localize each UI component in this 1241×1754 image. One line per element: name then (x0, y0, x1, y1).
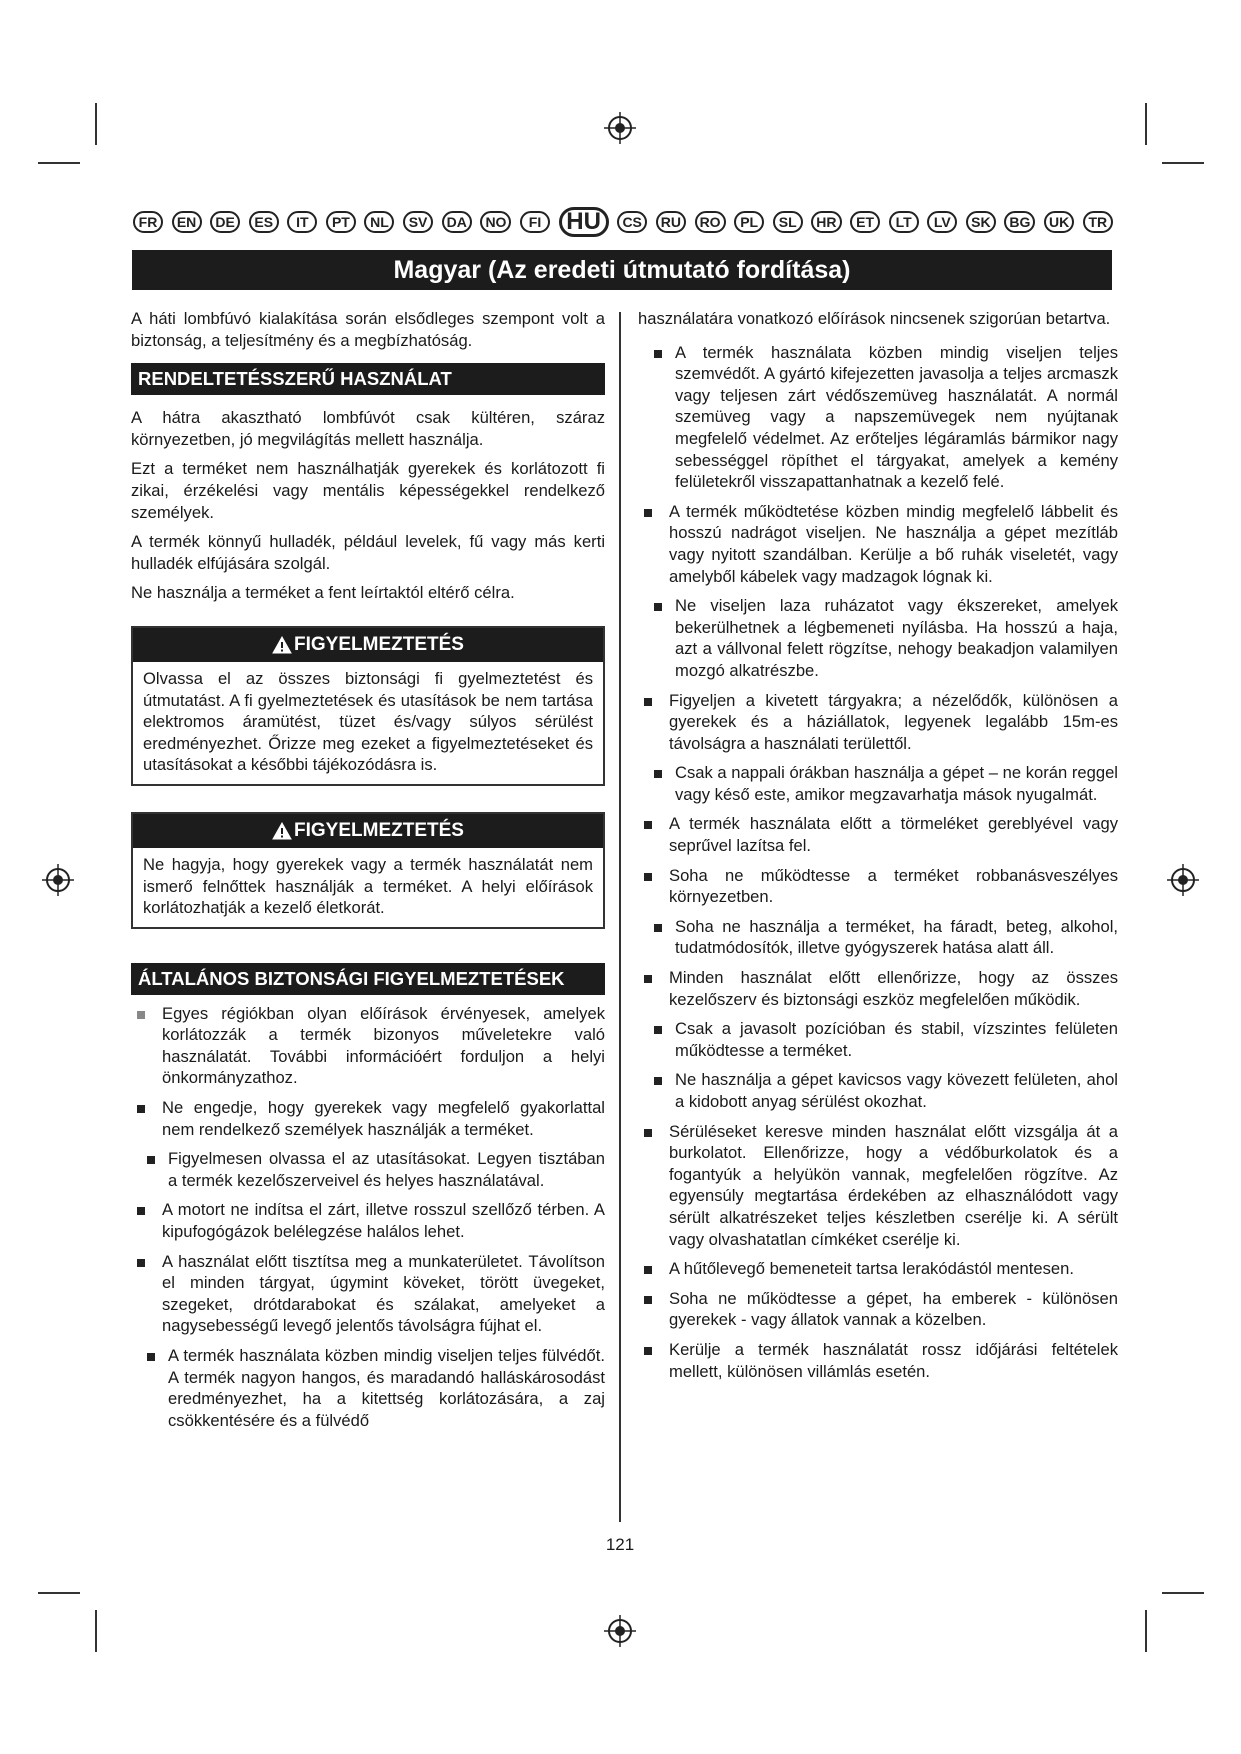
bullet-icon (644, 1296, 652, 1304)
warning-text: Ne hagyja, hogy gyerekek vagy a termék használatát nem ismerő felnőttek használják a terméket. A helyi előírások korlátozhatják a kezelő életkorát. (143, 854, 593, 918)
list-item (638, 1121, 1118, 1251)
list-item-text: Ne engedje, hogy gyerekek vagy megfelelő gyakorlattal nem rendelkező személyek használják a terméket. (162, 1098, 605, 1139)
language-badge-en: EN (172, 211, 202, 233)
left-column (131, 308, 605, 1439)
language-badge-et: ET (850, 211, 880, 233)
language-badge-fr: FR (133, 211, 163, 233)
warning-triangle-icon (272, 822, 292, 840)
crop-mark (1162, 1592, 1204, 1594)
bullet-icon (654, 1077, 662, 1085)
language-badge-ru: RU (656, 211, 686, 233)
list-item-text: Csak a nappali órákban használja a gépet – ne korán reggel vagy késő este, amikor megzavarhatja mások nyugalmát. (675, 763, 1118, 804)
list-item-text: Csak a javasolt pozícióban és stabil, vízszintes felületen működtesse a terméket. (675, 1019, 1118, 1060)
warning-text: Olvassa el az összes biztonsági fi gyelmeztetést és útmutatást. A fi gyelmeztetések és utasítások be nem tartása elektromos áramütést, tüzet és/vagy súlyos sérülést eredményezhet. Őrizze meg ezeket a figyelmeztetéseket és utasításokat a későbbi tájékozódásra is. (143, 668, 593, 775)
language-badge-pl: PL (734, 211, 764, 233)
language-badge-lt: LT (889, 211, 919, 233)
list-item-text: Ne használja a gépet kavicsos vagy kövezett felületen, ahol a kidobott anyag sérülést okozhat. (675, 1070, 1118, 1111)
registration-mark-icon (603, 1614, 637, 1648)
language-badge-nl: NL (364, 211, 394, 233)
list-item (131, 1345, 605, 1431)
list-item-text: Kerülje a termék használatát rossz időjárási feltételek mellett, különösen villámlás esetén. (669, 1339, 1118, 1381)
language-badge-lv: LV (927, 211, 957, 233)
list-item (131, 1003, 605, 1089)
bullet-icon (654, 603, 662, 611)
registration-mark-icon (1166, 863, 1200, 897)
language-badge-sk: SK (966, 211, 996, 233)
crop-mark (95, 103, 97, 145)
language-badge-hu-active: HU (559, 207, 609, 237)
paragraph: A termék könnyű hulladék, például levelek, fű vagy más kerti hulladék elfújására szolgál. (131, 532, 605, 573)
crop-mark (1162, 162, 1204, 164)
warning-triangle-icon (272, 636, 292, 654)
list-item-text: Sérüléseket keresve minden használat előtt vizsgálja át a burkolatot. Ellenőrizze, hogy a védőburkolatok és a fogantyúk a helyükön vannak, megfelelően rögzítve. Az egyensúly megtartása érdekében az elhasználódott vagy sérült alkatrészeket teljes készletben cserélje ki. A sérült vagy olvashatatlan címkéket cserélje ki. (669, 1121, 1118, 1249)
safety-list (131, 1003, 605, 1432)
paragraph: Ezt a terméket nem használhatják gyerekek és korlátozott fi zikai, érzékelési vagy mentális képességekkel rendelkező személyek. (131, 459, 605, 522)
bullet-icon (644, 1129, 652, 1137)
list-item (638, 1288, 1118, 1331)
list-item-text: A termék működtetése közben mindig megfelelő lábbelit és hosszú nadrágot viseljen. Ne használja a gépet mezítláb vagy nyitott szandálban. Kerülje a bő ruhák viseletét, vagy amelyből kábelek vagy madzagok lógnak ki. (669, 501, 1118, 586)
list-item (131, 1097, 605, 1140)
warning-heading-label: FIGYELMEZTETÉS (294, 820, 464, 842)
language-badge-it: IT (287, 211, 317, 233)
column-divider (619, 312, 621, 1522)
page-title: Magyar (Az eredeti útmutató fordítása) (132, 250, 1112, 290)
intro-paragraph: A háti lombfúvó kialakítása során elsődleges szempont volt a biztonság, a teljesítmény és a megbízhatóság. (131, 309, 605, 350)
language-badge-es: ES (249, 211, 279, 233)
list-item-text: Figyelmesen olvassa el az utasításokat. Legyen tisztában a termék kezelőszerveivel és helyes használatával. (168, 1149, 605, 1190)
paragraph: Ne használja a terméket a fent leírtaktól eltérő célra. (131, 583, 515, 603)
paragraph: A hátra akasztható lombfúvót csak kültéren, száraz környezetben, jó megvilágítás mellett használja. (131, 408, 605, 449)
language-badge-de: DE (210, 211, 240, 233)
bullet-icon (654, 1026, 662, 1034)
list-item (638, 690, 1118, 755)
bullet-icon (654, 350, 662, 358)
list-item-text: Figyeljen a kivetett tárgyakra; a nézelődők, különösen a gyerekek és a háziállatok, legyenek legalább 15m-es távolságra a használati területtől. (669, 690, 1118, 753)
crop-mark (38, 162, 80, 164)
list-item-text: A termék használata előtt a törmeléket gereblyével vagy seprűvel lazítsa fel. (669, 814, 1118, 856)
list-item (131, 1199, 605, 1242)
language-badge-pt: PT (326, 211, 356, 233)
bullet-icon (644, 509, 652, 517)
list-item-text: A termék használata közben mindig viseljen teljes szemvédőt. A gyártó kifejezetten javasolja a teljes arcmaszk vagy teljesen zárt védőszemüveg használatát. A normál szemüveg vagy a napszemüvegek nem nyújtanak megfelelő védelmet. Az erőteljes légáramlás bármikor nagy sebességgel röpíthet el tárgyakat, amelyek a kemény felületekről visszapattanhatnak a kezelő felé. (675, 342, 1118, 492)
bullet-icon (644, 975, 652, 983)
list-item-text: A használat előtt tisztítsa meg a munkaterületet. Távolítson el minden tárgyat, úgymint köveket, törött üvegeket, szegeket, drótdarabokat és szálakat, amelyeket a nagysebességű levegő jelentős távolságra fújhat el. (162, 1251, 605, 1336)
list-item (638, 595, 1118, 681)
list-item-text: A hűtőlevegő bemeneteit tartsa lerakódástól mentesen. (669, 1259, 1074, 1279)
crop-mark (38, 1592, 80, 1594)
list-item (638, 1258, 1118, 1280)
bullet-icon (644, 821, 652, 829)
language-badge-bg: BG (1004, 211, 1035, 233)
language-badge-fi: FI (520, 211, 550, 233)
list-item (638, 1018, 1118, 1061)
list-item-text: Minden használat előtt ellenőrizze, hogy az összes kezelőszerv és biztonsági eszköz megfelelően működik. (669, 968, 1118, 1009)
bullet-icon (644, 873, 652, 881)
language-badge-tr: TR (1083, 211, 1113, 233)
list-item (638, 967, 1118, 1010)
registration-mark-icon (41, 863, 75, 897)
crop-mark (95, 1610, 97, 1652)
list-item-text: Soha ne működtesse a gépet, ha emberek - különösen gyerekek - vagy állatok vannak a közelben. (669, 1288, 1118, 1330)
bullet-icon (644, 1347, 652, 1355)
list-item-text: Ne viseljen laza ruházatot vagy ékszereket, amelyek bekerülhetnek a légbemeneti nyílásba. Ha hosszú a haja, azt a vállvonal felett rögzítse, nehogy beakadjon valamilyen mozgó alkatrészbe. (675, 596, 1118, 680)
language-badge-hr: HR (811, 211, 841, 233)
bullet-icon (137, 1259, 145, 1267)
bullet-icon (137, 1105, 145, 1113)
list-item (131, 1251, 605, 1337)
crop-mark (1145, 103, 1147, 145)
list-item (638, 1069, 1118, 1112)
bullet-icon (644, 698, 652, 706)
list-item (638, 762, 1118, 805)
bullet-icon (147, 1156, 155, 1164)
warning-heading (133, 628, 603, 662)
list-item-text: Soha ne használja a terméket, ha fáradt, beteg, alkohol, tudatmódosítók, illetve gyógyszerek hatása alatt áll. (675, 916, 1118, 958)
language-badge-no: NO (480, 211, 511, 233)
list-item-text: A termék használata közben mindig viseljen teljes fülvédőt. A termék nagyon hangos, és maradandó halláskárosodást eredményezhet, ha a kitettség korlátozására, a zaj csökkentésére és a fülvédő (168, 1346, 605, 1430)
warning-heading-label: FIGYELMEZTETÉS (294, 634, 464, 656)
list-item-text: Soha ne működtesse a terméket robbanásveszélyes környezetben. (669, 865, 1118, 907)
section-heading-general-safety: ÁLTALÁNOS BIZTONSÁGI FIGYELMEZTETÉSEK (131, 963, 605, 995)
language-badge-ro: RO (695, 211, 726, 233)
language-badge-sv: SV (403, 211, 433, 233)
section-heading-intended-use: RENDELTETÉSSZERŰ HASZNÁLAT (131, 363, 605, 395)
language-badge-cs: CS (617, 211, 647, 233)
warning-box (131, 812, 605, 929)
list-item (638, 865, 1118, 908)
safety-list (638, 342, 1118, 1383)
language-badge-da: DA (442, 211, 472, 233)
language-badge-uk: UK (1044, 211, 1074, 233)
right-column (638, 308, 1118, 1390)
list-item (638, 501, 1118, 587)
list-item-text: A motort ne indítsa el zárt, illetve rosszul szellőző térben. A kipufogógázok belélegzése halálos lehet. (162, 1200, 605, 1242)
list-item-text: Egyes régiókban olyan előírások érvényesek, amelyek korlátozzák a termék bizonyos műveletekre való használatát. További információért forduljon a helyi önkormányzathoz. (162, 1003, 605, 1088)
bullet-icon (137, 1011, 145, 1019)
registration-mark-icon (603, 111, 637, 145)
continuation-paragraph: használatára vonatkozó előírások nincsenek szigorúan betartva. (638, 309, 1111, 328)
warning-box (131, 626, 605, 786)
language-selector (133, 208, 1113, 236)
crop-mark (1145, 1610, 1147, 1652)
bullet-icon (644, 1266, 652, 1274)
list-item (638, 813, 1118, 856)
list-item (131, 1148, 605, 1191)
bullet-icon (654, 924, 662, 932)
bullet-icon (654, 770, 662, 778)
list-item (638, 916, 1118, 959)
list-item (638, 1339, 1118, 1382)
page-number: 121 (605, 1535, 635, 1554)
bullet-icon (147, 1353, 155, 1361)
language-badge-sl: SL (773, 211, 803, 233)
list-item (638, 342, 1118, 493)
bullet-icon (137, 1207, 145, 1215)
warning-heading (133, 814, 603, 848)
